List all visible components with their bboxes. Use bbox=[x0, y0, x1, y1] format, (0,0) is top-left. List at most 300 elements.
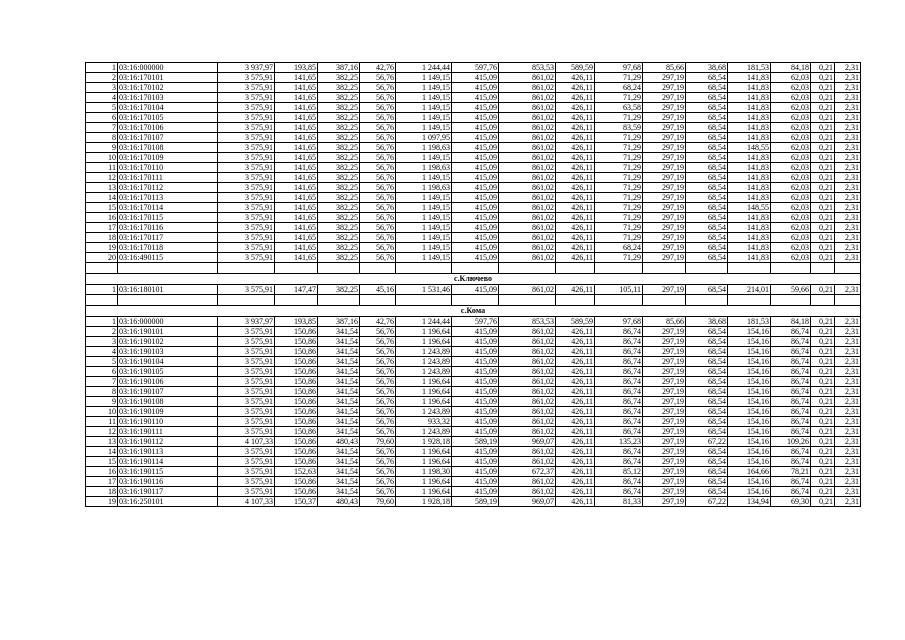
value-cell: 3 937,97 bbox=[218, 317, 275, 327]
cadastral-code-cell: 03:16:000000 bbox=[118, 63, 218, 73]
value-cell: 297,19 bbox=[643, 73, 686, 83]
value-cell: 68,54 bbox=[686, 233, 728, 243]
value-cell: 68,54 bbox=[686, 417, 728, 427]
value-cell: 341,54 bbox=[318, 467, 360, 477]
value-cell: 56,76 bbox=[360, 447, 396, 457]
value-cell: 56,76 bbox=[360, 417, 396, 427]
value-cell: 68,54 bbox=[686, 183, 728, 193]
value-cell: 71,29 bbox=[595, 183, 643, 193]
cadastral-code-cell: 03:16:190102 bbox=[118, 337, 218, 347]
value-cell: 86,74 bbox=[595, 427, 643, 437]
value-cell: 68,54 bbox=[686, 93, 728, 103]
value-cell: 861,02 bbox=[499, 397, 556, 407]
value-cell: 56,76 bbox=[360, 327, 396, 337]
table-row bbox=[86, 63, 861, 73]
value-cell: 141,65 bbox=[275, 93, 318, 103]
value-cell: 0,21 bbox=[811, 73, 835, 83]
value-cell: 59,66 bbox=[771, 285, 811, 295]
value-cell: 56,76 bbox=[360, 233, 396, 243]
value-cell: 861,02 bbox=[499, 243, 556, 253]
value-cell: 97,68 bbox=[595, 317, 643, 327]
value-cell: 2,31 bbox=[835, 457, 861, 467]
value-cell: 1 196,64 bbox=[396, 447, 452, 457]
row-number-cell: 14 bbox=[86, 193, 118, 203]
value-cell: 141,65 bbox=[275, 123, 318, 133]
value-cell: 297,19 bbox=[643, 203, 686, 213]
value-cell: 3 575,91 bbox=[218, 285, 275, 295]
table-row bbox=[86, 467, 861, 477]
cadastral-code-cell: 03:16:190107 bbox=[118, 387, 218, 397]
value-cell: 3 575,91 bbox=[218, 327, 275, 337]
value-cell: 164,66 bbox=[728, 467, 771, 477]
value-cell: 68,54 bbox=[686, 357, 728, 367]
value-cell: 62,03 bbox=[771, 223, 811, 233]
value-cell: 853,53 bbox=[499, 317, 556, 327]
value-cell: 415,09 bbox=[452, 233, 499, 243]
value-cell: 597,76 bbox=[452, 317, 499, 327]
row-number-cell: 7 bbox=[86, 377, 118, 387]
value-cell: 147,47 bbox=[275, 285, 318, 295]
value-cell: 154,16 bbox=[728, 377, 771, 387]
value-cell: 861,02 bbox=[499, 133, 556, 143]
empty-cell bbox=[835, 295, 861, 306]
value-cell: 415,09 bbox=[452, 153, 499, 163]
table-row bbox=[86, 243, 861, 253]
empty-cell bbox=[452, 295, 499, 306]
value-cell: 3 575,91 bbox=[218, 377, 275, 387]
empty-cell bbox=[728, 263, 771, 274]
table-row bbox=[86, 203, 861, 213]
value-cell: 0,21 bbox=[811, 427, 835, 437]
value-cell: 141,65 bbox=[275, 153, 318, 163]
value-cell: 3 575,91 bbox=[218, 203, 275, 213]
value-cell: 86,74 bbox=[771, 487, 811, 497]
value-cell: 415,09 bbox=[452, 83, 499, 93]
value-cell: 1 244,44 bbox=[396, 63, 452, 73]
value-cell: 297,19 bbox=[643, 437, 686, 447]
table-row bbox=[86, 397, 861, 407]
value-cell: 0,21 bbox=[811, 93, 835, 103]
value-cell: 68,54 bbox=[686, 173, 728, 183]
value-cell: 62,03 bbox=[771, 123, 811, 133]
value-cell: 426,11 bbox=[556, 457, 595, 467]
value-cell: 415,09 bbox=[452, 223, 499, 233]
value-cell: 861,02 bbox=[499, 337, 556, 347]
value-cell: 62,03 bbox=[771, 173, 811, 183]
value-cell: 3 575,91 bbox=[218, 153, 275, 163]
value-cell: 1 149,15 bbox=[396, 203, 452, 213]
row-number-cell: 2 bbox=[86, 73, 118, 83]
value-cell: 0,21 bbox=[811, 407, 835, 417]
value-cell: 86,74 bbox=[771, 447, 811, 457]
cadastral-code-cell: 03:16:190103 bbox=[118, 347, 218, 357]
row-number-cell: 13 bbox=[86, 183, 118, 193]
value-cell: 68,54 bbox=[686, 447, 728, 457]
value-cell: 589,59 bbox=[556, 63, 595, 73]
value-cell: 154,16 bbox=[728, 347, 771, 357]
value-cell: 62,03 bbox=[771, 143, 811, 153]
value-cell: 415,09 bbox=[452, 487, 499, 497]
value-cell: 154,16 bbox=[728, 457, 771, 467]
cadastral-code-cell: 03:16:170110 bbox=[118, 163, 218, 173]
value-cell: 150,37 bbox=[275, 497, 318, 507]
value-cell: 141,65 bbox=[275, 233, 318, 243]
empty-cell bbox=[275, 263, 318, 274]
value-cell: 297,19 bbox=[643, 347, 686, 357]
value-cell: 141,83 bbox=[728, 193, 771, 203]
value-cell: 3 575,91 bbox=[218, 427, 275, 437]
value-cell: 214,01 bbox=[728, 285, 771, 295]
value-cell: 382,25 bbox=[318, 223, 360, 233]
value-cell: 141,83 bbox=[728, 133, 771, 143]
value-cell: 861,02 bbox=[499, 183, 556, 193]
value-cell: 141,83 bbox=[728, 213, 771, 223]
value-cell: 415,09 bbox=[452, 407, 499, 417]
value-cell: 426,11 bbox=[556, 183, 595, 193]
value-cell: 193,85 bbox=[275, 63, 318, 73]
value-cell: 0,21 bbox=[811, 357, 835, 367]
value-cell: 382,25 bbox=[318, 233, 360, 243]
value-cell: 71,29 bbox=[595, 113, 643, 123]
value-cell: 3 575,91 bbox=[218, 417, 275, 427]
value-cell: 105,11 bbox=[595, 285, 643, 295]
value-cell: 3 575,91 bbox=[218, 243, 275, 253]
value-cell: 382,25 bbox=[318, 203, 360, 213]
value-cell: 141,65 bbox=[275, 253, 318, 263]
value-cell: 154,16 bbox=[728, 487, 771, 497]
value-cell: 861,02 bbox=[499, 113, 556, 123]
value-cell: 141,83 bbox=[728, 253, 771, 263]
value-cell: 2,31 bbox=[835, 103, 861, 113]
table-row bbox=[86, 357, 861, 367]
value-cell: 63,58 bbox=[595, 103, 643, 113]
value-cell: 181,53 bbox=[728, 63, 771, 73]
value-cell: 141,83 bbox=[728, 243, 771, 253]
table-row bbox=[86, 153, 861, 163]
table-row bbox=[86, 223, 861, 233]
value-cell: 1 196,64 bbox=[396, 377, 452, 387]
value-cell: 86,74 bbox=[595, 357, 643, 367]
value-cell: 86,74 bbox=[595, 377, 643, 387]
value-cell: 56,76 bbox=[360, 203, 396, 213]
value-cell: 56,76 bbox=[360, 347, 396, 357]
empty-cell bbox=[686, 295, 728, 306]
value-cell: 69,30 bbox=[771, 497, 811, 507]
value-cell: 1 149,15 bbox=[396, 243, 452, 253]
table-row bbox=[86, 317, 861, 327]
value-cell: 1 149,15 bbox=[396, 123, 452, 133]
value-cell: 86,74 bbox=[595, 327, 643, 337]
value-cell: 415,09 bbox=[452, 123, 499, 133]
value-cell: 297,19 bbox=[643, 367, 686, 377]
value-cell: 3 937,97 bbox=[218, 63, 275, 73]
value-cell: 3 575,91 bbox=[218, 143, 275, 153]
table-row bbox=[86, 337, 861, 347]
value-cell: 0,21 bbox=[811, 497, 835, 507]
value-cell: 1 243,89 bbox=[396, 427, 452, 437]
cadastral-code-cell: 03:16:170107 bbox=[118, 133, 218, 143]
value-cell: 86,74 bbox=[595, 407, 643, 417]
value-cell: 426,11 bbox=[556, 173, 595, 183]
table-row bbox=[86, 103, 861, 113]
table-row bbox=[86, 123, 861, 133]
value-cell: 86,74 bbox=[595, 337, 643, 347]
value-cell: 71,29 bbox=[595, 93, 643, 103]
empty-cell bbox=[643, 295, 686, 306]
row-number-cell: 17 bbox=[86, 477, 118, 487]
value-cell: 97,68 bbox=[595, 63, 643, 73]
value-cell: 68,54 bbox=[686, 203, 728, 213]
value-cell: 0,21 bbox=[811, 337, 835, 347]
value-cell: 426,11 bbox=[556, 497, 595, 507]
value-cell: 3 575,91 bbox=[218, 457, 275, 467]
value-cell: 589,19 bbox=[452, 497, 499, 507]
value-cell: 382,25 bbox=[318, 193, 360, 203]
value-cell: 62,03 bbox=[771, 93, 811, 103]
value-cell: 861,02 bbox=[499, 285, 556, 295]
value-cell: 141,65 bbox=[275, 243, 318, 253]
value-cell: 84,18 bbox=[771, 317, 811, 327]
value-cell: 62,03 bbox=[771, 233, 811, 243]
row-number-cell: 20 bbox=[86, 253, 118, 263]
value-cell: 297,19 bbox=[643, 327, 686, 337]
value-cell: 426,11 bbox=[556, 113, 595, 123]
value-cell: 1 928,18 bbox=[396, 497, 452, 507]
cadastral-code-cell: 03:16:180101 bbox=[118, 285, 218, 295]
value-cell: 141,83 bbox=[728, 113, 771, 123]
value-cell: 297,19 bbox=[643, 83, 686, 93]
value-cell: 85,66 bbox=[643, 63, 686, 73]
value-cell: 861,02 bbox=[499, 83, 556, 93]
value-cell: 3 575,91 bbox=[218, 123, 275, 133]
value-cell: 297,19 bbox=[643, 447, 686, 457]
value-cell: 0,21 bbox=[811, 347, 835, 357]
cadastral-code-cell: 03:16:190112 bbox=[118, 437, 218, 447]
value-cell: 1 196,64 bbox=[396, 487, 452, 497]
value-cell: 426,11 bbox=[556, 103, 595, 113]
value-cell: 154,16 bbox=[728, 357, 771, 367]
value-cell: 415,09 bbox=[452, 93, 499, 103]
value-cell: 861,02 bbox=[499, 203, 556, 213]
value-cell: 141,65 bbox=[275, 203, 318, 213]
value-cell: 0,21 bbox=[811, 103, 835, 113]
section-header-row bbox=[86, 274, 861, 285]
table-row bbox=[86, 73, 861, 83]
row-number-cell: 10 bbox=[86, 153, 118, 163]
empty-cell bbox=[275, 295, 318, 306]
value-cell: 0,21 bbox=[811, 317, 835, 327]
value-cell: 589,59 bbox=[556, 317, 595, 327]
value-cell: 141,83 bbox=[728, 73, 771, 83]
value-cell: 154,16 bbox=[728, 437, 771, 447]
value-cell: 861,02 bbox=[499, 103, 556, 113]
value-cell: 861,02 bbox=[499, 407, 556, 417]
value-cell: 426,11 bbox=[556, 233, 595, 243]
value-cell: 56,76 bbox=[360, 113, 396, 123]
value-cell: 85,66 bbox=[643, 317, 686, 327]
row-number-cell: 6 bbox=[86, 367, 118, 377]
value-cell: 297,19 bbox=[643, 233, 686, 243]
cadastral-code-cell: 03:16:190116 bbox=[118, 477, 218, 487]
value-cell: 71,29 bbox=[595, 203, 643, 213]
value-cell: 415,09 bbox=[452, 457, 499, 467]
value-cell: 387,16 bbox=[318, 63, 360, 73]
value-cell: 861,02 bbox=[499, 387, 556, 397]
value-cell: 154,16 bbox=[728, 387, 771, 397]
empty-cell bbox=[218, 295, 275, 306]
value-cell: 341,54 bbox=[318, 367, 360, 377]
value-cell: 62,03 bbox=[771, 213, 811, 223]
row-number-cell: 11 bbox=[86, 417, 118, 427]
value-cell: 415,09 bbox=[452, 253, 499, 263]
value-cell: 1 196,64 bbox=[396, 387, 452, 397]
row-number-cell: 18 bbox=[86, 233, 118, 243]
value-cell: 382,25 bbox=[318, 113, 360, 123]
value-cell: 2,31 bbox=[835, 487, 861, 497]
value-cell: 1 928,18 bbox=[396, 437, 452, 447]
empty-cell bbox=[556, 263, 595, 274]
value-cell: 86,74 bbox=[595, 487, 643, 497]
value-cell: 0,21 bbox=[811, 327, 835, 337]
value-cell: 56,76 bbox=[360, 487, 396, 497]
value-cell: 4 107,33 bbox=[218, 497, 275, 507]
table-row bbox=[86, 497, 861, 507]
value-cell: 297,19 bbox=[643, 163, 686, 173]
value-cell: 141,65 bbox=[275, 223, 318, 233]
value-cell: 68,54 bbox=[686, 223, 728, 233]
value-cell: 426,11 bbox=[556, 487, 595, 497]
value-cell: 1 149,15 bbox=[396, 253, 452, 263]
value-cell: 56,76 bbox=[360, 93, 396, 103]
value-cell: 1 243,89 bbox=[396, 357, 452, 367]
value-cell: 68,54 bbox=[686, 487, 728, 497]
value-cell: 0,21 bbox=[811, 397, 835, 407]
row-number-cell: 3 bbox=[86, 337, 118, 347]
empty-cell bbox=[86, 295, 118, 306]
value-cell: 71,29 bbox=[595, 153, 643, 163]
cadastral-code-cell: 03:16:170116 bbox=[118, 223, 218, 233]
cadastral-code-cell: 03:16:190104 bbox=[118, 357, 218, 367]
value-cell: 0,21 bbox=[811, 477, 835, 487]
value-cell: 341,54 bbox=[318, 457, 360, 467]
value-cell: 1 196,64 bbox=[396, 327, 452, 337]
value-cell: 341,54 bbox=[318, 477, 360, 487]
value-cell: 1 196,64 bbox=[396, 397, 452, 407]
value-cell: 0,21 bbox=[811, 387, 835, 397]
value-cell: 86,74 bbox=[595, 457, 643, 467]
value-cell: 415,09 bbox=[452, 447, 499, 457]
row-number-cell: 1 bbox=[86, 63, 118, 73]
empty-cell bbox=[118, 263, 218, 274]
value-cell: 297,19 bbox=[643, 183, 686, 193]
value-cell: 2,31 bbox=[835, 123, 861, 133]
empty-cell bbox=[811, 295, 835, 306]
value-cell: 56,76 bbox=[360, 427, 396, 437]
value-cell: 68,54 bbox=[686, 285, 728, 295]
value-cell: 71,29 bbox=[595, 233, 643, 243]
value-cell: 297,19 bbox=[643, 133, 686, 143]
value-cell: 297,19 bbox=[643, 243, 686, 253]
value-cell: 426,11 bbox=[556, 83, 595, 93]
value-cell: 426,11 bbox=[556, 467, 595, 477]
value-cell: 141,83 bbox=[728, 223, 771, 233]
value-cell: 68,54 bbox=[686, 143, 728, 153]
value-cell: 86,74 bbox=[595, 417, 643, 427]
cadastral-code-cell: 03:16:190108 bbox=[118, 397, 218, 407]
row-number-cell: 14 bbox=[86, 447, 118, 457]
value-cell: 0,21 bbox=[811, 203, 835, 213]
value-cell: 68,54 bbox=[686, 347, 728, 357]
value-cell: 1 149,15 bbox=[396, 173, 452, 183]
value-cell: 861,02 bbox=[499, 327, 556, 337]
value-cell: 1 243,89 bbox=[396, 407, 452, 417]
value-cell: 861,02 bbox=[499, 93, 556, 103]
row-number-cell: 18 bbox=[86, 487, 118, 497]
value-cell: 86,74 bbox=[595, 477, 643, 487]
value-cell: 154,16 bbox=[728, 407, 771, 417]
value-cell: 341,54 bbox=[318, 327, 360, 337]
value-cell: 861,02 bbox=[499, 233, 556, 243]
value-cell: 382,25 bbox=[318, 173, 360, 183]
value-cell: 297,19 bbox=[643, 387, 686, 397]
value-cell: 154,16 bbox=[728, 447, 771, 457]
value-cell: 0,21 bbox=[811, 253, 835, 263]
value-cell: 85,12 bbox=[595, 467, 643, 477]
value-cell: 2,31 bbox=[835, 253, 861, 263]
value-cell: 297,19 bbox=[643, 477, 686, 487]
value-cell: 68,54 bbox=[686, 427, 728, 437]
value-cell: 86,74 bbox=[771, 397, 811, 407]
value-cell: 141,83 bbox=[728, 93, 771, 103]
value-cell: 2,31 bbox=[835, 243, 861, 253]
value-cell: 56,76 bbox=[360, 367, 396, 377]
value-cell: 56,76 bbox=[360, 467, 396, 477]
value-cell: 969,07 bbox=[499, 497, 556, 507]
value-cell: 861,02 bbox=[499, 477, 556, 487]
cadastral-code-cell: 03:16:170118 bbox=[118, 243, 218, 253]
value-cell: 861,02 bbox=[499, 417, 556, 427]
value-cell: 3 575,91 bbox=[218, 347, 275, 357]
value-cell: 152,63 bbox=[275, 467, 318, 477]
value-cell: 86,74 bbox=[771, 477, 811, 487]
row-number-cell: 17 bbox=[86, 223, 118, 233]
value-cell: 150,86 bbox=[275, 387, 318, 397]
value-cell: 181,53 bbox=[728, 317, 771, 327]
value-cell: 3 575,91 bbox=[218, 253, 275, 263]
empty-cell bbox=[556, 295, 595, 306]
empty-cell bbox=[452, 263, 499, 274]
value-cell: 415,09 bbox=[452, 467, 499, 477]
value-cell: 62,03 bbox=[771, 103, 811, 113]
value-cell: 426,11 bbox=[556, 477, 595, 487]
value-cell: 68,54 bbox=[686, 253, 728, 263]
value-cell: 141,83 bbox=[728, 233, 771, 243]
value-cell: 297,19 bbox=[643, 285, 686, 295]
value-cell: 2,31 bbox=[835, 223, 861, 233]
value-cell: 3 575,91 bbox=[218, 467, 275, 477]
value-cell: 297,19 bbox=[643, 93, 686, 103]
value-cell: 141,83 bbox=[728, 123, 771, 133]
value-cell: 597,76 bbox=[452, 63, 499, 73]
value-cell: 415,09 bbox=[452, 73, 499, 83]
value-cell: 141,83 bbox=[728, 163, 771, 173]
value-cell: 135,23 bbox=[595, 437, 643, 447]
value-cell: 2,31 bbox=[835, 417, 861, 427]
value-cell: 672,37 bbox=[499, 467, 556, 477]
value-cell: 0,21 bbox=[811, 133, 835, 143]
value-cell: 426,11 bbox=[556, 347, 595, 357]
value-cell: 2,31 bbox=[835, 153, 861, 163]
